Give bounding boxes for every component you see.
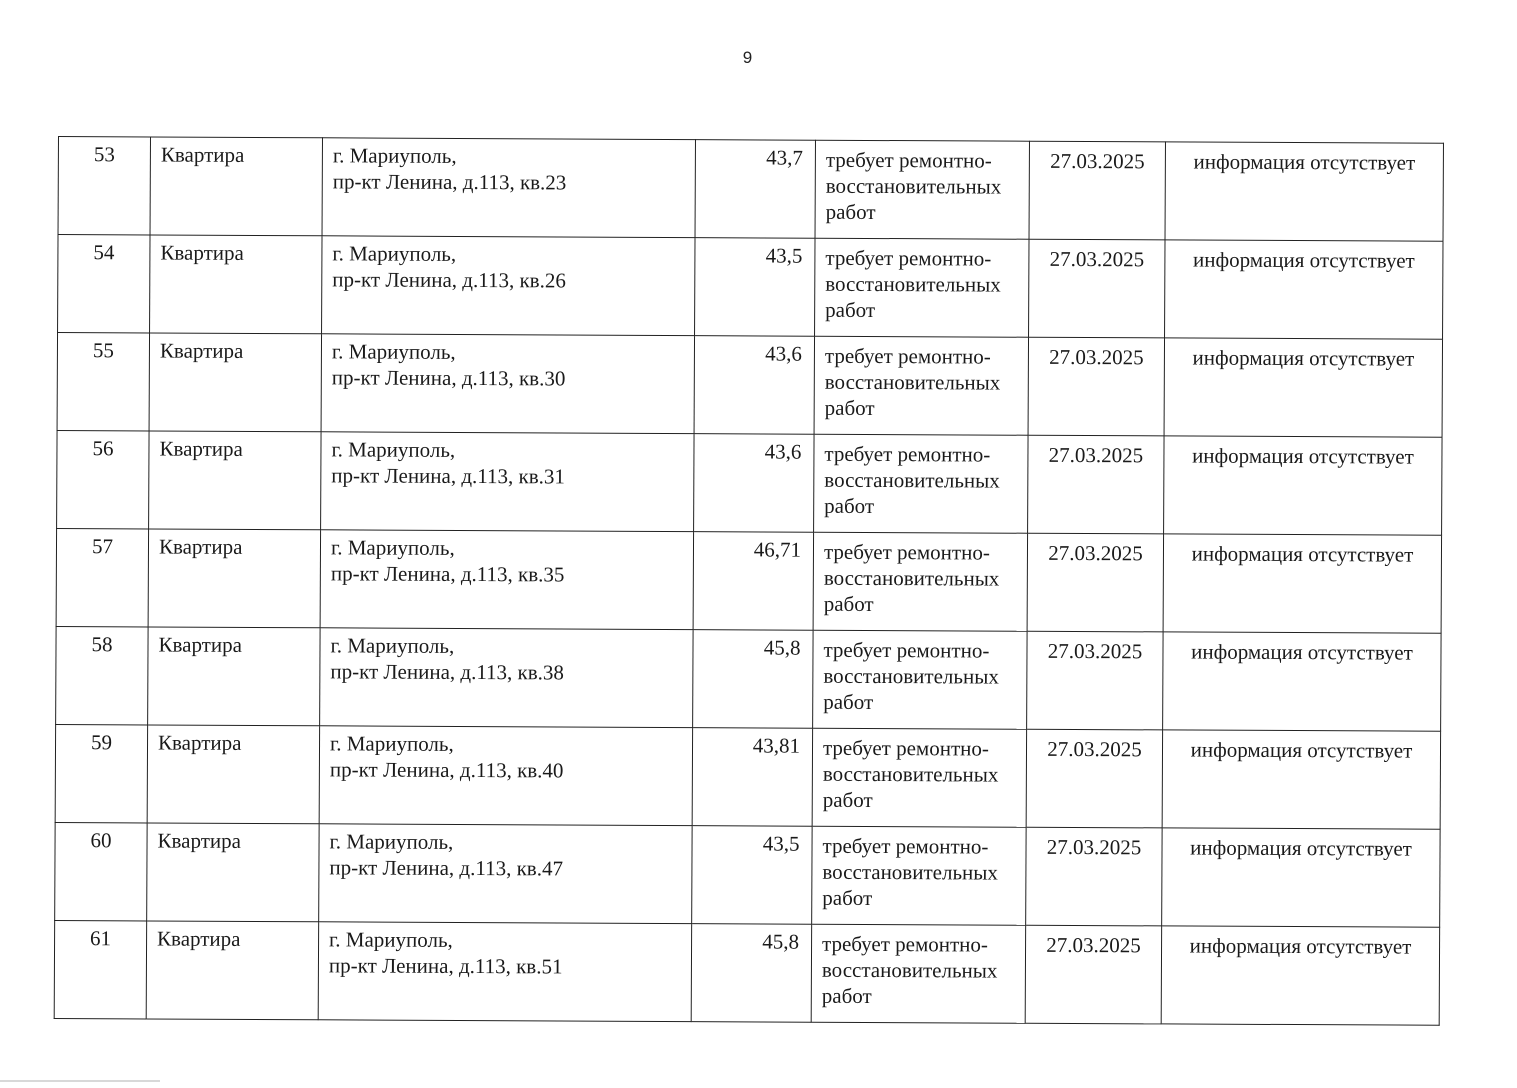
inspection-date: 27.03.2025 — [1025, 925, 1161, 1024]
property-area: 43,5 — [695, 238, 815, 337]
address-street: пр-кт Ленина, д.113, кв.35 — [330, 561, 565, 587]
property-type: Квартира — [150, 137, 322, 236]
owner-info: информация отсутствует — [1162, 730, 1440, 829]
inspection-date: 27.03.2025 — [1029, 141, 1165, 240]
condition-line: восстановительных — [824, 369, 1001, 395]
row-number: 56 — [57, 430, 149, 528]
property-address — [319, 726, 692, 826]
address-street: пр-кт Ленина, д.113, кв.30 — [331, 365, 566, 391]
condition-line: требует ремонтно- — [822, 735, 989, 761]
table-row — [56, 626, 1441, 731]
owner-info: информация отсутствует — [1163, 534, 1441, 633]
address-street: пр-кт Ленина, д.113, кв.38 — [330, 659, 565, 685]
row-number: 53 — [58, 137, 150, 235]
condition-line: восстановительных — [821, 957, 998, 983]
table-row — [57, 333, 1442, 438]
address-city: г. Мариуполь, — [332, 143, 457, 168]
property-condition — [811, 924, 1025, 1023]
address-city: г. Мариуполь, — [329, 731, 454, 756]
condition-line: требует ремонтно- — [822, 931, 988, 957]
property-type: Квартира — [147, 725, 319, 824]
address-city: г. Мариуполь, — [330, 535, 455, 560]
inspection-date: 27.03.2025 — [1026, 729, 1162, 828]
property-type: Квартира — [146, 921, 318, 1020]
condition-line: работ — [824, 493, 875, 518]
table-row — [55, 724, 1440, 829]
address-street: пр-кт Ленина, д.113, кв.47 — [329, 855, 564, 881]
table-row — [58, 235, 1443, 340]
owner-info: информация отсутствует — [1165, 142, 1443, 241]
address-city: г. Мариуполь, — [330, 633, 455, 658]
condition-line: восстановительных — [822, 761, 999, 787]
property-type: Квартира — [148, 627, 320, 726]
address-street: пр-кт Ленина, д.113, кв.23 — [332, 169, 567, 195]
property-area: 43,6 — [694, 434, 814, 533]
condition-line: восстановительных — [825, 271, 1001, 297]
property-area: 43,81 — [692, 728, 812, 827]
property-area: 46,71 — [693, 532, 813, 631]
address-city: г. Мариуполь, — [331, 437, 456, 462]
address-city: г. Мариуполь, — [332, 241, 457, 266]
property-condition — [813, 630, 1027, 729]
table-row — [55, 822, 1440, 927]
property-address — [320, 530, 693, 630]
owner-info: информация отсутствует — [1164, 436, 1442, 535]
inspection-date: 27.03.2025 — [1027, 533, 1163, 632]
property-address — [320, 628, 693, 728]
inspection-date: 27.03.2025 — [1026, 827, 1162, 926]
condition-line: восстановительных — [824, 467, 1000, 493]
condition-line: восстановительных — [823, 663, 999, 689]
page-number: 9 — [742, 48, 753, 67]
property-condition — [814, 336, 1028, 435]
owner-info: информация отсутствует — [1165, 240, 1443, 339]
property-condition — [815, 238, 1029, 337]
property-address — [319, 824, 692, 924]
row-number: 61 — [54, 920, 146, 1018]
condition-line: работ — [823, 689, 874, 714]
property-area: 43,7 — [695, 140, 815, 239]
property-area: 43,6 — [694, 336, 814, 435]
address-city: г. Мариуполь, — [331, 339, 456, 364]
condition-line: восстановительных — [823, 565, 1000, 591]
row-number: 60 — [55, 822, 147, 920]
owner-info: информация отсутствует — [1163, 632, 1441, 731]
scan-edge-mark — [0, 1080, 160, 1082]
row-number: 54 — [58, 235, 150, 333]
condition-line: требует ремонтно- — [822, 833, 989, 859]
address-city: г. Мариуполь, — [329, 829, 454, 854]
condition-line: требует ремонтно- — [825, 245, 992, 271]
property-table — [54, 136, 1444, 1026]
table-row — [57, 430, 1442, 535]
owner-info: информация отсутствует — [1164, 338, 1442, 437]
condition-line: работ — [822, 885, 873, 910]
property-type: Квартира — [149, 431, 321, 530]
condition-line: требует ремонтно- — [823, 637, 990, 663]
condition-line: требует ремонтно- — [824, 441, 991, 467]
condition-line: работ — [825, 199, 876, 224]
property-condition — [812, 826, 1026, 925]
property-condition — [813, 532, 1027, 631]
condition-line: требует ремонтно- — [823, 539, 990, 565]
property-type: Квартира — [149, 333, 321, 432]
property-address — [322, 236, 695, 336]
row-number: 58 — [56, 626, 148, 724]
property-area: 43,5 — [692, 826, 812, 925]
property-address — [318, 922, 691, 1022]
inspection-date: 27.03.2025 — [1029, 239, 1165, 338]
inspection-date: 27.03.2025 — [1028, 435, 1164, 534]
property-area: 45,8 — [691, 924, 811, 1023]
table-row — [56, 528, 1441, 633]
property-type: Квартира — [150, 235, 322, 334]
condition-line: работ — [823, 591, 874, 616]
property-type: Квартира — [147, 823, 319, 922]
row-number: 59 — [55, 724, 147, 822]
owner-info: информация отсутствует — [1161, 926, 1439, 1025]
condition-line: восстановительных — [822, 859, 998, 885]
property-address — [321, 432, 694, 532]
property-address — [321, 334, 694, 434]
condition-line: восстановительных — [825, 173, 1002, 199]
condition-line: работ — [824, 395, 875, 420]
table-row — [58, 137, 1443, 242]
property-area: 45,8 — [693, 630, 813, 729]
condition-line: работ — [825, 297, 876, 322]
property-condition — [815, 140, 1029, 239]
address-street: пр-кт Ленина, д.113, кв.40 — [329, 757, 564, 783]
property-condition — [814, 434, 1028, 533]
inspection-date: 27.03.2025 — [1027, 631, 1163, 730]
owner-info: информация отсутствует — [1162, 828, 1440, 927]
condition-line: работ — [821, 983, 872, 1008]
row-number: 55 — [57, 333, 149, 431]
property-table-wrapper — [54, 136, 1444, 1026]
condition-line: требует ремонтно- — [825, 147, 992, 173]
property-type: Квартира — [148, 529, 320, 628]
property-condition — [812, 728, 1026, 827]
row-number: 57 — [56, 528, 148, 626]
address-street: пр-кт Ленина, д.113, кв.31 — [331, 463, 565, 489]
condition-line: требует ремонтно- — [824, 343, 991, 369]
address-street: пр-кт Ленина, д.113, кв.51 — [328, 953, 563, 979]
inspection-date: 27.03.2025 — [1028, 337, 1164, 436]
table-row — [54, 920, 1439, 1025]
address-street: пр-кт Ленина, д.113, кв.26 — [332, 267, 566, 293]
address-city: г. Мариуполь, — [329, 927, 453, 952]
property-address — [322, 138, 695, 238]
condition-line: работ — [822, 787, 873, 812]
